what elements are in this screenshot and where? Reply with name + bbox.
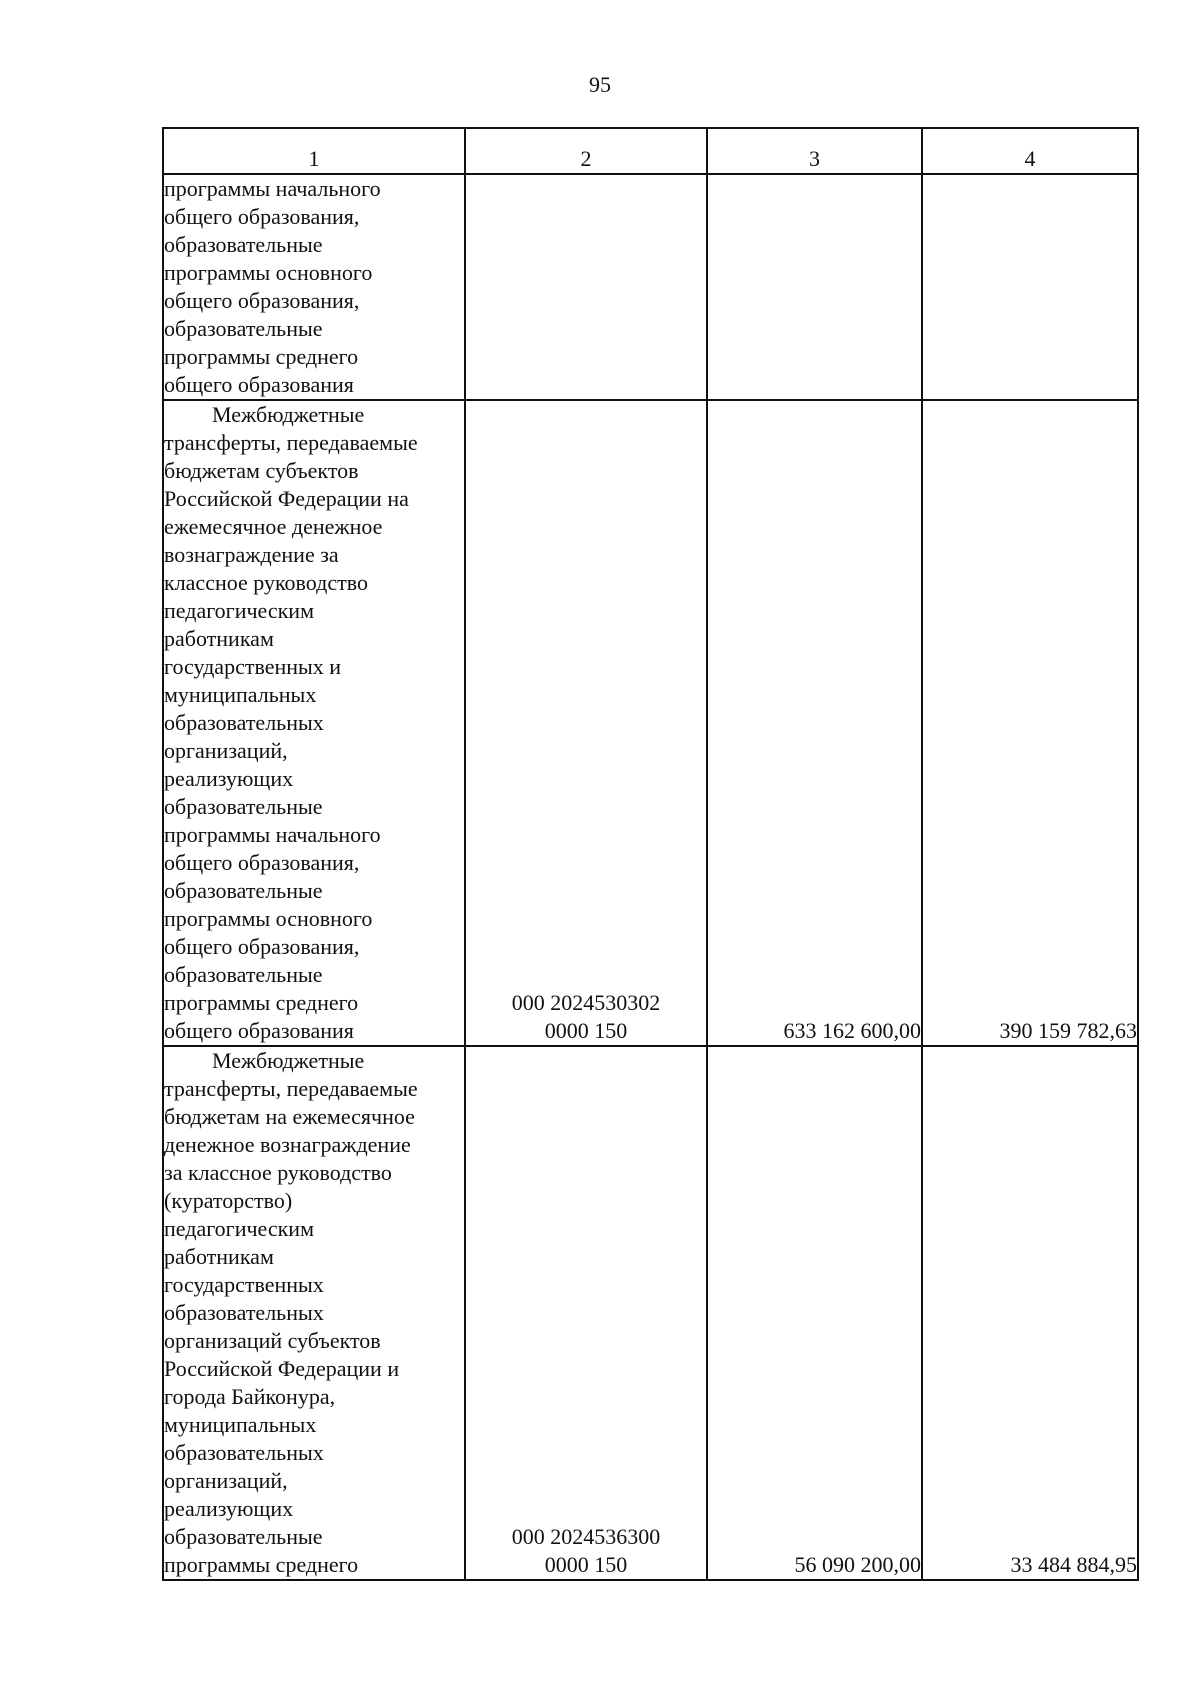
row-name-line: общего образования: [164, 372, 354, 397]
row-name-line: реализующих: [164, 766, 294, 791]
row-name-line: Российской Федерации на: [164, 486, 409, 511]
row-name-line: работникам: [164, 626, 274, 651]
row-name-line: образовательные: [164, 794, 323, 819]
row-name-line: образовательные: [164, 962, 323, 987]
row-name: [163, 1046, 465, 1580]
row-name-line: педагогическим: [164, 1216, 315, 1241]
row-value-4: 390 159 782,63: [922, 400, 1138, 1046]
row-name-line: организаций,: [164, 1468, 288, 1493]
row-name-line: программы среднего: [164, 1552, 359, 1577]
row-name-line: работникам: [164, 1244, 274, 1269]
page-number: 95: [589, 72, 611, 97]
row-value-3: 56 090 200,00: [707, 1046, 922, 1580]
row-name: [163, 400, 465, 1046]
row-name-line: образовательные: [164, 1524, 323, 1549]
row-name-line: классное руководство: [164, 570, 368, 595]
table-row: [163, 174, 1138, 400]
table-row: [163, 400, 1138, 1046]
row-name-line: (кураторство): [164, 1188, 293, 1213]
row-name-line: общего образования,: [164, 934, 360, 959]
row-name-line: программы начального: [164, 176, 381, 201]
row-name-line: бюджетам субъектов: [164, 458, 359, 483]
row-name-line: образовательные: [164, 878, 323, 903]
row-name-line: Российской Федерации и: [164, 1356, 400, 1381]
row-name-line: денежное вознаграждение: [164, 1132, 411, 1157]
row-value-3: 633 162 600,00: [707, 400, 922, 1046]
table-row: [163, 1046, 1138, 1580]
row-value-4: [922, 174, 1138, 400]
row-name-line: общего образования: [164, 1018, 354, 1043]
row-name-line: трансферты, передаваемые: [164, 430, 418, 455]
row-name-line: программы основного: [164, 260, 373, 285]
table-header-row: [163, 128, 1138, 174]
row-name-line: за классное руководство: [164, 1160, 392, 1185]
row-name-line: города Байконура,: [164, 1384, 336, 1409]
row-name-line: вознаграждение за: [164, 542, 339, 567]
row-name-line: трансферты, передаваемые: [164, 1076, 418, 1101]
row-name-line: педагогическим: [164, 598, 315, 623]
row-name-line: общего образования,: [164, 850, 360, 875]
row-name-line: программы начального: [164, 822, 381, 847]
row-name-line: Межбюджетные: [212, 402, 365, 427]
row-name-line: программы среднего: [164, 344, 359, 369]
row-name-line: бюджетам на ежемесячное: [164, 1104, 415, 1129]
row-name-line: образовательные: [164, 316, 323, 341]
column-header-3: 3: [707, 128, 922, 174]
row-name-line: общего образования,: [164, 204, 360, 229]
row-name-line: общего образования,: [164, 288, 360, 313]
row-name-line: государственных и: [164, 654, 342, 679]
row-name-line: образовательных: [164, 1300, 324, 1325]
row-name-line: организаций,: [164, 738, 288, 763]
row-code: 000 2024530302 0000 150: [465, 400, 707, 1046]
row-name-line: образовательные: [164, 232, 323, 257]
column-header-1: 1: [163, 128, 465, 174]
row-name-line: программы основного: [164, 906, 373, 931]
budget-table: [162, 127, 1139, 1581]
row-name-line: Межбюджетные: [212, 1048, 365, 1073]
row-code: 000 2024536300 0000 150: [465, 1046, 707, 1580]
column-header-4: 4: [922, 128, 1138, 174]
row-name-line: реализующих: [164, 1496, 294, 1521]
row-value-4: 33 484 884,95: [922, 1046, 1138, 1580]
row-value-3: [707, 174, 922, 400]
row-name-line: программы среднего: [164, 990, 359, 1015]
row-name-line: государственных: [164, 1272, 324, 1297]
row-name-line: организаций субъектов: [164, 1328, 381, 1353]
row-name-line: образовательных: [164, 710, 324, 735]
row-name-line: муниципальных: [164, 1412, 317, 1437]
column-header-2: 2: [465, 128, 707, 174]
row-name-line: ежемесячное денежное: [164, 514, 383, 539]
row-name: [163, 174, 465, 400]
row-name-line: муниципальных: [164, 682, 317, 707]
row-code: [465, 174, 707, 400]
row-name-line: образовательных: [164, 1440, 324, 1465]
